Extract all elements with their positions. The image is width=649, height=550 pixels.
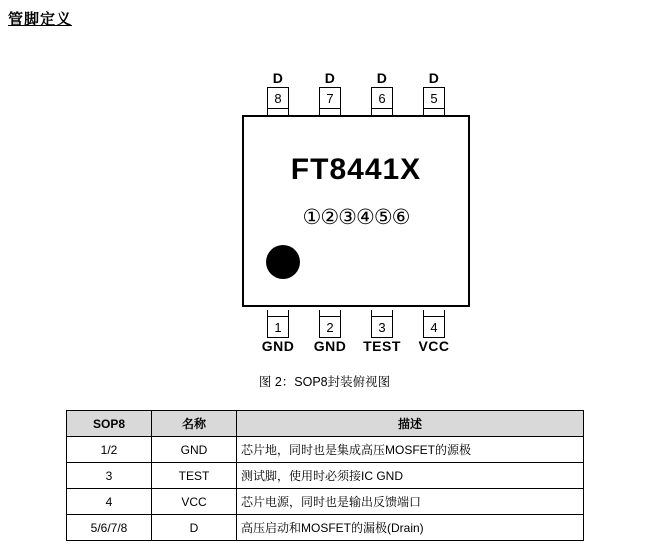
row-0-pin: 1/2 (67, 437, 152, 463)
row-3-name: D (152, 515, 237, 541)
pin-8 (264, 70, 292, 115)
row-2-pin: 4 (67, 489, 152, 515)
pin-3-label: TEST (363, 338, 401, 354)
pin-8-label: D (272, 70, 284, 86)
row-2-description: 芯片电源，同时也是输出反馈端口 (237, 489, 584, 515)
pin-7-number: 7 (319, 87, 341, 109)
package-diagram (236, 70, 476, 360)
pin-4 (420, 310, 448, 355)
row-0-name: GND (152, 437, 237, 463)
pin-7-label: D (324, 70, 336, 86)
pin-definition-table (66, 410, 584, 541)
pin-5-number: 5 (423, 87, 445, 109)
pin-4-number: 4 (423, 316, 445, 338)
page-title: 管脚定义 (8, 11, 73, 28)
pin-2-label: GND (313, 338, 347, 354)
chip-body (242, 115, 470, 307)
pin-6-label: D (376, 70, 388, 86)
pin-1-label: GND (261, 338, 295, 354)
row-1-name: TEST (152, 463, 237, 489)
pin-3-number: 3 (371, 316, 393, 338)
table-header-description: 描述 (237, 411, 584, 437)
chip-part-number: FT8441X (290, 153, 422, 186)
chip-circled-numbers: ①②③④⑤⑥ (302, 206, 410, 229)
bottom-pin-row (261, 310, 450, 355)
pin-7 (316, 70, 344, 115)
row-3-description: 高压启动和MOSFET的漏极(Drain) (237, 515, 584, 541)
table-header-row (67, 411, 584, 437)
row-1-pin: 3 (67, 463, 152, 489)
pin-5-label: D (428, 70, 440, 86)
pin-1 (261, 310, 295, 355)
table-row (67, 437, 584, 463)
pin-3 (363, 310, 401, 355)
table-row (67, 463, 584, 489)
pin-2 (313, 310, 347, 355)
table-row (67, 489, 584, 515)
table-header-sop8: SOP8 (67, 411, 152, 437)
pin-2-number: 2 (319, 316, 341, 338)
pin-6-number: 6 (371, 87, 393, 109)
row-3-pin: 5/6/7/8 (67, 515, 152, 541)
top-pin-row (264, 70, 448, 115)
row-0-description: 芯片地，同时也是集成高压MOSFET的源极 (237, 437, 584, 463)
table-row (67, 515, 584, 541)
figure-caption: 图 2：SOP8封装俯视图 (258, 375, 391, 389)
row-2-name: VCC (152, 489, 237, 515)
pin-8-number: 8 (267, 87, 289, 109)
pin-4-label: VCC (418, 338, 450, 354)
row-1-description: 测试脚，使用时必须接IC GND (237, 463, 584, 489)
pin-1-marker-dot-icon (266, 245, 300, 279)
pin-6 (368, 70, 396, 115)
table-header-name: 名称 (152, 411, 237, 437)
pin-5 (420, 70, 448, 115)
pin-1-number: 1 (267, 316, 289, 338)
